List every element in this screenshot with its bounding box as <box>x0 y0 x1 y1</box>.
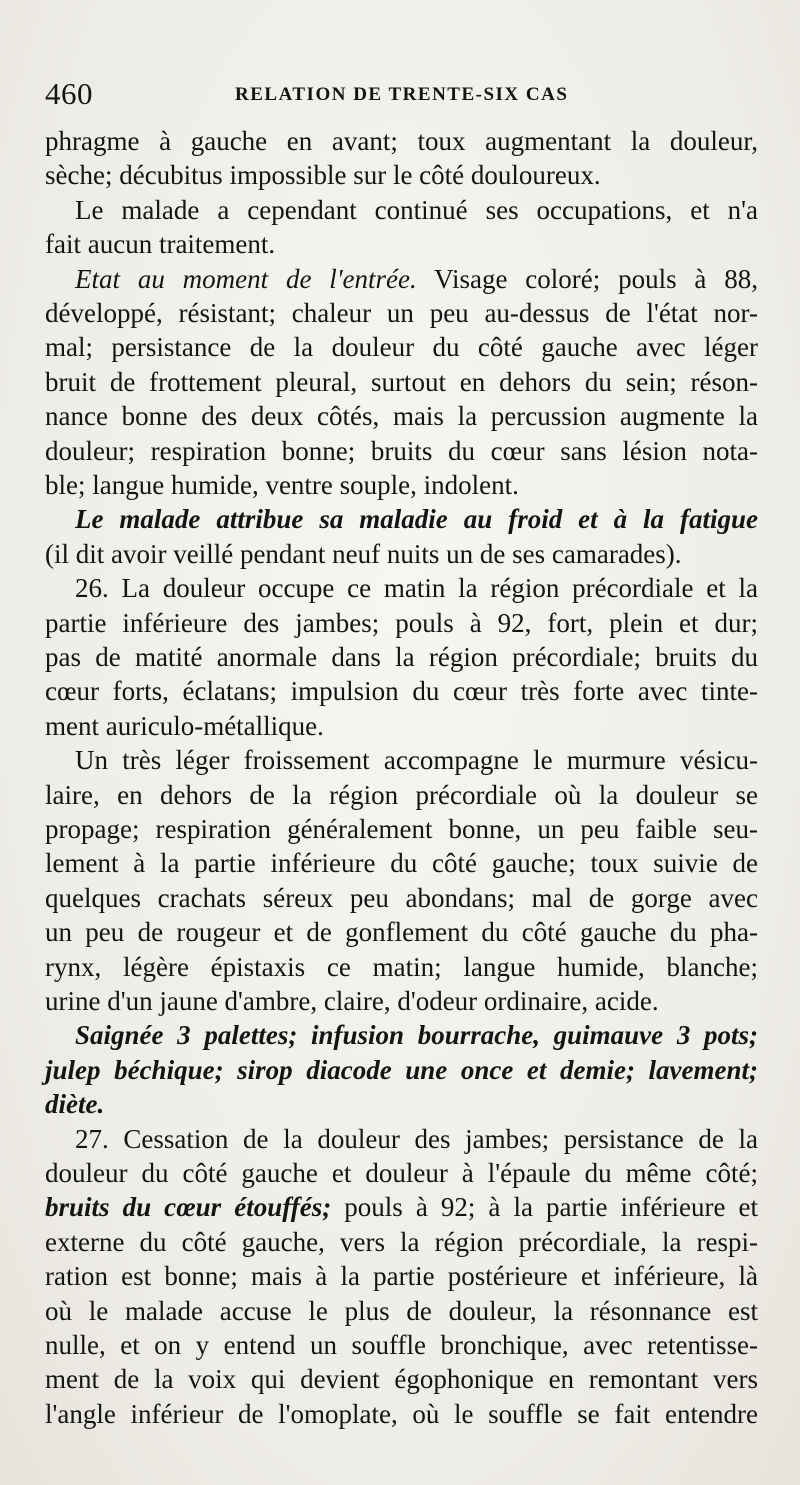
page-header <box>45 74 758 114</box>
text-line <box>45 674 758 708</box>
text-line <box>45 984 758 1018</box>
text-line <box>45 1397 758 1431</box>
text-line <box>45 468 758 502</box>
text-line <box>45 193 758 227</box>
text-line <box>45 1362 758 1396</box>
text-line <box>45 743 758 777</box>
text-line <box>45 262 758 296</box>
text-line <box>45 1225 758 1259</box>
text-segment: Le malade a cependant continué ses occupations, et n'a <box>75 194 758 225</box>
text-line <box>45 502 758 536</box>
text-segment: sèche; décubitus impossible sur le côté douloureux. <box>45 160 601 191</box>
text-line <box>45 537 758 571</box>
text-segment: partie inférieure des jambes; pouls à 92, fort, plein et dur; <box>45 607 758 638</box>
text-line <box>45 124 758 158</box>
text-line <box>45 1259 758 1293</box>
text-segment: pouls à 92; à la partie inférieure et <box>331 1192 758 1223</box>
text-segment: externe du côté gauche, vers la région précordiale, la respi- <box>45 1226 758 1257</box>
text-segment: ment de la voix qui devient égophonique en remontant vers <box>45 1364 758 1395</box>
text-line <box>45 1294 758 1328</box>
text-line <box>45 296 758 330</box>
page-number: 460 <box>45 76 93 111</box>
text-line <box>45 227 758 261</box>
text-segment: bruit de frottement pleural, surtout en dehors du sein; réson- <box>45 366 758 397</box>
text-segment: (il dit avoir veillé pendant neuf nuits un de ses camarades). <box>45 538 682 569</box>
italic-text: Etat au moment de l'entrée. <box>75 263 417 294</box>
text-line <box>45 812 758 846</box>
text-line <box>45 778 758 812</box>
text-line <box>45 640 758 674</box>
text-segment: ble; langue humide, ventre souple, indolent. <box>45 470 519 500</box>
italic-text: Le malade attribue sa maladie au froid et à la fatigue <box>75 504 758 535</box>
text-segment: rynx, légère épistaxis ce matin; langue humide, blanche; <box>45 951 758 982</box>
text-segment: laire, en dehors de la région précordiale où la douleur se <box>45 779 758 810</box>
text-line <box>45 709 758 743</box>
text-line <box>45 950 758 984</box>
italic-text: diète. <box>45 1089 105 1120</box>
text-segment: ment auriculo-métallique. <box>45 710 324 741</box>
text-line <box>45 158 758 192</box>
text-segment: cœur forts, éclatans; impulsion du cœur très forte avec tinte- <box>45 676 758 707</box>
text-line <box>45 434 758 468</box>
text-line <box>45 571 758 605</box>
text-segment: propage; respiration généralement bonne, un peu faible seu- <box>45 814 758 844</box>
text-segment: l'angle inférieur de l'omoplate, où le souffle se fait entendre <box>45 1398 758 1429</box>
text-segment: Un très léger froissement accompagne le murmure vésicu- <box>75 745 758 776</box>
text-line <box>45 846 758 880</box>
text-line <box>45 1328 758 1362</box>
text-segment: phragme à gauche en avant; toux augmentant la douleur, <box>45 126 758 156</box>
text-line <box>45 1156 758 1190</box>
text-line <box>45 1122 758 1156</box>
text-line <box>45 1087 758 1121</box>
text-line <box>45 330 758 364</box>
text-segment: pas de matité anormale dans la région précordiale; bruits du <box>45 642 758 672</box>
text-line <box>45 606 758 640</box>
text-line <box>45 399 758 433</box>
text-segment: ration est bonne; mais à la partie postérieure et inférieure, là <box>45 1261 758 1292</box>
text-segment: quelques crachats séreux peu abondans; mal de gorge avec <box>45 882 758 913</box>
text-line <box>45 1190 758 1224</box>
text-segment: 26. La douleur occupe ce matin la région précordiale et la <box>75 573 758 604</box>
italic-text: bruits du cœur étouffés; <box>45 1192 332 1223</box>
text-segment: douleur; respiration bonne; bruits du cœur sans lésion nota- <box>45 435 758 466</box>
text-segment: Visage coloré; pouls à 88, <box>416 263 759 294</box>
text-segment: développé, résistant; chaleur un peu au-dessus de l'état nor- <box>45 298 758 328</box>
text-line <box>45 1053 758 1087</box>
text-segment: mal; persistance de la douleur du côté gauche avec léger <box>45 332 758 363</box>
text-segment: nulle, et on y entend un souffle bronchique, avec retentisse- <box>45 1330 758 1360</box>
text-line <box>45 1018 758 1052</box>
text-line <box>45 881 758 915</box>
text-segment: lement à la partie inférieure du côté gauche; toux suivie de <box>45 848 758 879</box>
text-line <box>45 915 758 949</box>
text-segment: urine d'un jaune d'ambre, claire, d'odeur ordinaire, acide. <box>45 986 659 1016</box>
running-title: RELATION DE TRENTE-SIX CAS <box>235 84 569 105</box>
text-line <box>45 365 758 399</box>
italic-text: Saignée 3 palettes; infusion bourrache, guimauve 3 pots; <box>75 1020 758 1051</box>
italic-text: julep béchique; sirop diacode une once et demie; lavement; <box>45 1054 758 1085</box>
text-segment: 27. Cessation de la douleur des jambes; persistance de la <box>75 1123 758 1154</box>
text-segment: où le malade accuse le plus de douleur, la résonnance est <box>45 1295 758 1326</box>
text-segment: douleur du côté gauche et douleur à l'épaule du même côté; <box>45 1158 758 1188</box>
text-segment: fait aucun traitement. <box>45 229 276 260</box>
text-segment: un peu de rougeur et de gonflement du côté gauche du pha- <box>45 917 758 948</box>
text-segment: nance bonne des deux côtés, mais la percussion augmente la <box>45 401 758 432</box>
